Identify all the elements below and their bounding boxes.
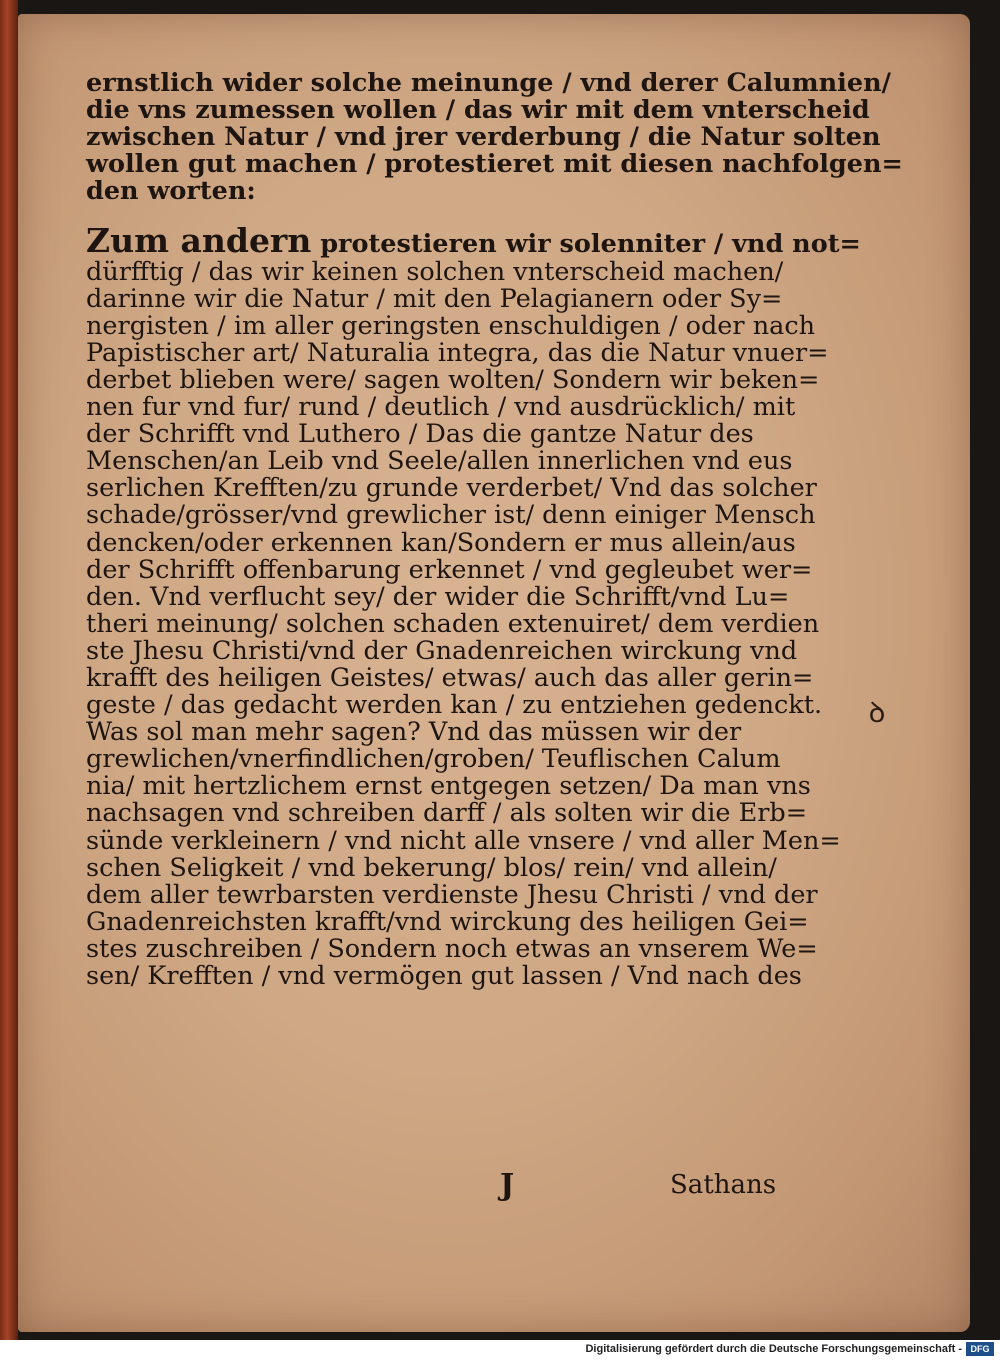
text-line: Gnadenreichsten krafft/vnd wirckung des heiligen Gei= — [86, 906, 809, 937]
text-line: grewlichen/vnerfindlichen/groben/ Teuflischen Calum — [86, 744, 781, 775]
paragraph-2 — [86, 221, 861, 991]
lead-word: Zum andern — [86, 221, 312, 261]
text-line: ernstlich wider solche meinunge / vnd derer Calumnien/ — [86, 68, 891, 98]
text-line: theri meinung/ solchen schaden extenuiret/ dem verdien — [86, 608, 820, 639]
text-line: den worten: — [86, 176, 256, 207]
text-line: stes zuschreiben / Sondern noch etwas an vnserem We= — [86, 933, 818, 964]
text-line: den. Vnd verflucht sey/ der wider die Schrifft/vnd Lu= — [86, 581, 790, 612]
signature-mark: J — [500, 1168, 515, 1203]
text-line: Menschen/an Leib vnd Seele/allen innerlichen vnd eus — [86, 446, 793, 477]
text-line: geste / das gedacht werden kan / zu entziehen gedenckt. — [86, 690, 823, 721]
text-line: krafft des heiligen Geistes/ etwas/ auch das aller gerin= — [86, 662, 814, 693]
dfg-logo: DFG — [966, 1342, 994, 1356]
text-line: schade/grösser/vnd grewlicher ist/ denn einiger Mensch — [86, 500, 816, 531]
text-line: Was sol man mehr sagen? Vnd das müssen wir der — [86, 717, 742, 748]
paragraph-2-body — [86, 256, 841, 991]
text-line: darinne wir die Natur / mit den Pelagianern oder Sy= — [86, 283, 783, 314]
text-line: dem aller tewrbarsten verdienste Jhesu Christi / vnd der — [86, 879, 818, 910]
text-line: serlichen Krefften/zu grunde verderbet/ Vnd das solcher — [86, 473, 817, 504]
text-line: wollen gut machen / protestieret mit diesen nachfolgen= — [86, 149, 903, 180]
text-line: die vns zumessen wollen / das wir mit dem vnterscheid — [86, 95, 870, 126]
text-line: sünde verkleinern / vnd nicht alle vnsere / vnd aller Men= — [86, 825, 841, 856]
page-edge — [0, 0, 18, 1340]
paragraph-1 — [86, 68, 903, 207]
paragraph-2-first-line — [86, 221, 861, 261]
text-line: zwischen Natur / vnd jrer verderbung / die Natur solten — [86, 122, 881, 153]
text-line: sen/ Krefften / vnd vermögen gut lassen / Vnd nach des — [86, 961, 802, 991]
catchword: Sathans — [670, 1170, 777, 1200]
page-text — [86, 68, 903, 991]
text-line: der Schrifft offenbarung erkennet / vnd gegleubet wer= — [86, 554, 813, 585]
footer-credit: Digitalisierung gefördert durch die Deutsche Forschungsgemeinschaft - — [585, 1343, 962, 1355]
text-line: nen fur vnd fur/ rund / deutlich / vnd ausdrücklich/ mit — [86, 392, 796, 423]
text-line: ste Jhesu Christi/vnd der Gnadenreichen wirckung vnd — [86, 635, 798, 666]
text-line: schen Seligkeit / vnd bekerung/ blos/ rein/ vnd allein/ — [86, 852, 777, 883]
text-line: der Schrifft vnd Luthero / Das die gantze Natur des — [86, 419, 754, 450]
lead-rest: protestieren wir solenniter / vnd not= — [311, 229, 861, 260]
text-line: nia/ mit hertzlichem ernst entgegen setzen/ Da man vns — [86, 771, 811, 802]
text-line: nachsagen vnd schreiben darff / als solten wir die Erb= — [86, 798, 808, 829]
text-line: dencken/oder erkennen kan/Sondern er mus allein/aus — [86, 527, 796, 558]
text-line: Papistischer art/ Naturalia integra, das die Natur vnuer= — [86, 337, 829, 368]
text-line: dürfftig / das wir keinen solchen vnterscheid machen/ — [86, 256, 784, 287]
text-line: nergisten / im aller geringsten enschuldigen / oder nach — [86, 310, 816, 341]
margin-mark: ꝺ — [868, 696, 886, 729]
text-line: derbet blieben were/ sagen wolten/ Sondern wir beken= — [86, 364, 820, 395]
